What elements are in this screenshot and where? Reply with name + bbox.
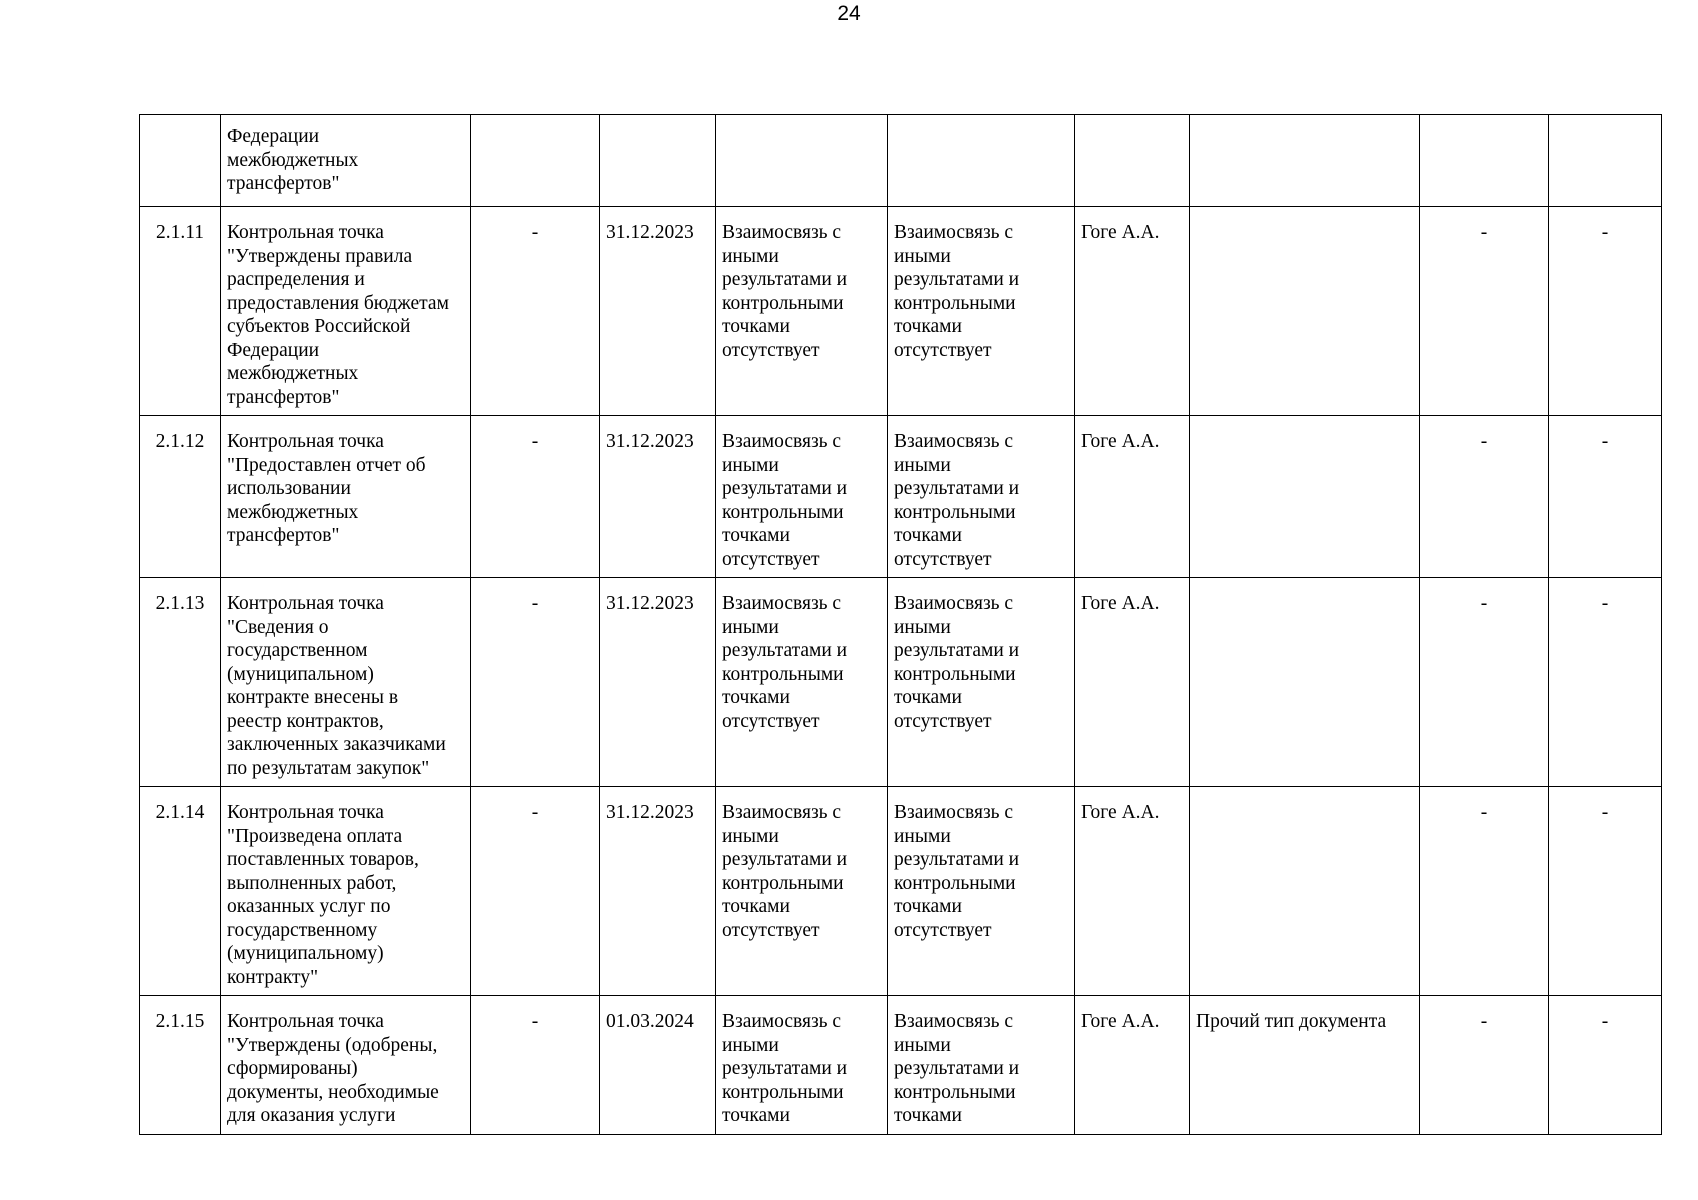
document-type [1190,416,1420,578]
due-date: 01.03.2024 [600,996,716,1135]
due-date: 31.12.2023 [600,416,716,578]
link-next-cell: Взаимосвязь с иными результатами и контрольными точками отсутствует [888,787,1075,996]
table-row [140,996,1662,1135]
responsible-person: Гоге А.А. [1075,578,1190,787]
info-system-cell: - [1420,207,1549,416]
link-previous-cell: Взаимосвязь с иными результатами и контрольными точками отсутствует [716,787,888,996]
link-next-cell: Взаимосвязь с иными результатами и контрольными точками отсутствует [888,578,1075,787]
link-previous-cell: Взаимосвязь с иными результатами и контрольными точками [716,996,888,1135]
control-point-name: Контрольная точка "Произведена оплата поставленных товаров, выполненных работ, оказанных услуг по государственному (муниципальному) контракту" [221,787,471,996]
row-number: 2.1.15 [140,996,221,1135]
document-type: Прочий тип документа [1190,996,1420,1135]
info-system-cell: - [1420,416,1549,578]
row-number [140,115,221,207]
predecessor-cell: - [471,787,600,996]
due-date [600,115,716,207]
link-next-cell: Взаимосвязь с иными результатами и контрольными точками отсутствует [888,416,1075,578]
table-row [140,416,1662,578]
row-number: 2.1.13 [140,578,221,787]
note-cell: - [1549,416,1662,578]
row-number: 2.1.14 [140,787,221,996]
responsible-person [1075,115,1190,207]
control-point-name: Контрольная точка "Предоставлен отчет об использовании межбюджетных трансфертов" [221,416,471,578]
document-type [1190,787,1420,996]
row-number: 2.1.11 [140,207,221,416]
table-row [140,578,1662,787]
link-previous-cell [716,115,888,207]
row-number: 2.1.12 [140,416,221,578]
note-cell: - [1549,787,1662,996]
document-type [1190,207,1420,416]
link-next-cell: Взаимосвязь с иными результатами и контрольными точками [888,996,1075,1135]
responsible-person: Гоге А.А. [1075,416,1190,578]
info-system-cell: - [1420,996,1549,1135]
note-cell: - [1549,207,1662,416]
note-cell: - [1549,996,1662,1135]
info-system-cell [1420,115,1549,207]
link-previous-cell: Взаимосвязь с иными результатами и контрольными точками отсутствует [716,578,888,787]
page-number: 24 [837,2,861,25]
document-type [1190,578,1420,787]
control-points-table [139,114,1662,1135]
predecessor-cell: - [471,578,600,787]
responsible-person: Гоге А.А. [1075,787,1190,996]
predecessor-cell: - [471,996,600,1135]
control-point-name: Контрольная точка "Утверждены правила распределения и предоставления бюджетам субъектов Российской Федерации межбюджетных трансфертов" [221,207,471,416]
due-date: 31.12.2023 [600,207,716,416]
predecessor-cell [471,115,600,207]
link-next-cell: Взаимосвязь с иными результатами и контрольными точками отсутствует [888,207,1075,416]
link-next-cell [888,115,1075,207]
control-point-name: Контрольная точка "Сведения о государственном (муниципальном) контракте внесены в реестр контрактов, заключенных заказчиками по результатам закупок" [221,578,471,787]
due-date: 31.12.2023 [600,787,716,996]
responsible-person: Гоге А.А. [1075,996,1190,1135]
control-point-name: Федерации межбюджетных трансфертов" [221,115,471,207]
control-point-name: Контрольная точка "Утверждены (одобрены, сформированы) документы, необходимые для оказания услуги [221,996,471,1135]
predecessor-cell: - [471,207,600,416]
predecessor-cell: - [471,416,600,578]
table-row [140,207,1662,416]
link-previous-cell: Взаимосвязь с иными результатами и контрольными точками отсутствует [716,207,888,416]
table-row [140,787,1662,996]
table-row [140,115,1662,207]
note-cell [1549,115,1662,207]
info-system-cell: - [1420,787,1549,996]
info-system-cell: - [1420,578,1549,787]
responsible-person: Гоге А.А. [1075,207,1190,416]
link-previous-cell: Взаимосвязь с иными результатами и контрольными точками отсутствует [716,416,888,578]
document-type [1190,115,1420,207]
note-cell: - [1549,578,1662,787]
due-date: 31.12.2023 [600,578,716,787]
